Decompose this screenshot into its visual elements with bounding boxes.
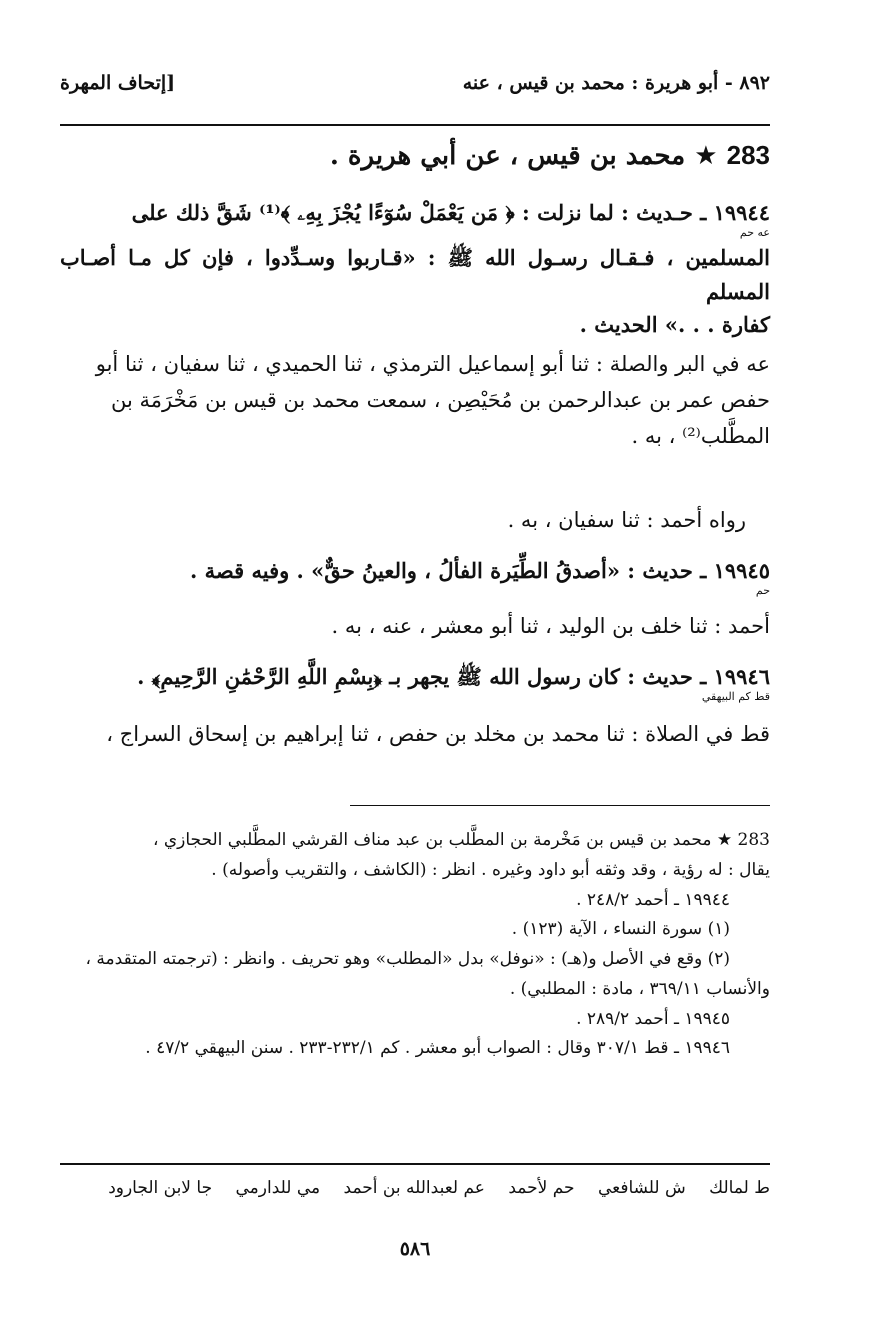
running-header <box>60 72 770 106</box>
header-rule <box>60 124 770 126</box>
sigla: قط كم البيهقي <box>701 689 770 703</box>
abbreviation-key <box>60 1178 770 1198</box>
sigla: عه حم <box>739 225 770 239</box>
page-number: ٥٨٦ <box>399 1238 431 1260</box>
abbreviation: عم لعبدالله بن أحمد <box>343 1178 485 1198</box>
hadith-19944 <box>60 196 770 342</box>
isnad-daraqutni <box>60 718 770 752</box>
text-line: حفص عمر بن عبدالرحمن بن مُحَيْصِن ، سمعت محمد بن قيس بن مَخْرَمَة بن <box>111 388 770 413</box>
footnote-line: 283 ★ محمد بن قيس بن مَخْرمة بن المطَّلب بن عبد مناف القرشي المطَّلبي الحجازي ، <box>152 830 770 850</box>
footnote-line: (٢) وقع في الأصل و(هـ) : «نوفل» بدل «المطلب» وهو تحريف . وانظر : (ترجمته المتقدمة ، <box>85 949 730 969</box>
riwaya-ahmad <box>60 504 770 538</box>
abbreviation: حم لأحمد <box>508 1178 575 1198</box>
text-line: المطَّلب⁽²⁾ ، به . <box>631 424 770 449</box>
footnote-line: (١) سورة النساء ، الآية (١٢٣) . <box>511 919 730 940</box>
hadith-line: ١٩٩٤٦ ـ حديث : كان رسول الله ﷺ يجهر بـ ﴿بِسْمِ اللَّهِ الرَّحْمَٰنِ الرَّحِيمِ﴾ . <box>137 664 770 689</box>
footnote-line: يقال : له رؤية ، وقد وثقه أبو داود وغيره . انظر : (الكاشف ، والتقريب وأصوله) . <box>211 859 770 880</box>
book-page <box>60 0 770 1325</box>
header-chapter: ٨٩٢ - أبو هريرة : محمد بن قيس ، عنه <box>462 72 770 94</box>
footnote-line: ١٩٩٤٥ ـ أحمد ٢٨٩/٢ . <box>576 1008 730 1029</box>
footnote-rule <box>350 805 770 806</box>
text-line: قط في الصلاة : ثنا محمد بن مخلد بن حفص ، ثنا إبراهيم بن إسحاق السراج ، <box>106 722 770 746</box>
abbreviation-rule <box>60 1163 770 1165</box>
hadith-line: ١٩٩٤٥ ـ حديث : «أصدقُ الطِّيَرة الفألُ ، والعينُ حقٌّ» . وفيه قصة . <box>190 558 770 583</box>
isnad-paragraph <box>60 346 770 454</box>
hadith-line: ١٩٩٤٤ ـ حـديث : لما نزلت : ﴿ مَن يَعْمَلْ سُوٓءًا يُجْزَ بِهِۦ ﴾⁽¹⁾ شَقَّ ذلك على <box>131 200 770 225</box>
isnad-ahmad <box>60 610 770 644</box>
header-book-title: [إتحاف المهرة <box>60 72 176 94</box>
text-line: أحمد : ثنا خلف بن الوليد ، ثنا أبو معشر ، عنه ، به . <box>331 614 770 638</box>
abbreviation: جا لابن الجارود <box>108 1178 213 1198</box>
hadith-19945 <box>60 554 770 599</box>
footnotes <box>60 826 770 1064</box>
abbreviation: ط لمالك <box>709 1178 770 1198</box>
footnote-line: ١٩٩٤٤ ـ أحمد ٢٤٨/٢ . <box>576 889 730 910</box>
sigla: حم <box>755 583 770 597</box>
hadith-line: المسلمين ، فـقـال رسـول الله ﷺ : «قـاربوا وسـدِّدوا ، فإن كل مـا أصـاب المسلم <box>60 245 770 304</box>
section-number: 283 <box>726 140 770 170</box>
footnote-line: والأنساب ٣٦٩/١١ ، مادة : المطلبي) . <box>509 978 770 999</box>
abbreviation: ش للشافعي <box>597 1178 686 1198</box>
section-heading: محمد بن قيس ، عن أبي هريرة . <box>329 141 686 171</box>
footnote-line: ١٩٩٤٦ ـ قط ٣٠٧/١ وقال : الصواب أبو معشر . كم ٢٣٢/١-٢٣٣ . سنن البيهقي ٤٧/٢ . <box>145 1038 730 1059</box>
section-title <box>60 140 770 171</box>
hadith-line: كفارة . . .» الحديث . <box>579 312 770 338</box>
text-line: رواه أحمد : ثنا سفيان ، به . <box>507 508 746 532</box>
star-icon: ★ <box>694 141 718 171</box>
abbreviation: مي للدارمي <box>235 1178 321 1198</box>
hadith-19946 <box>60 660 770 705</box>
text-line: عه في البر والصلة : ثنا أبو إسماعيل الترمذي ، ثنا الحميدي ، ثنا سفيان ، ثنا أبو <box>95 352 770 376</box>
